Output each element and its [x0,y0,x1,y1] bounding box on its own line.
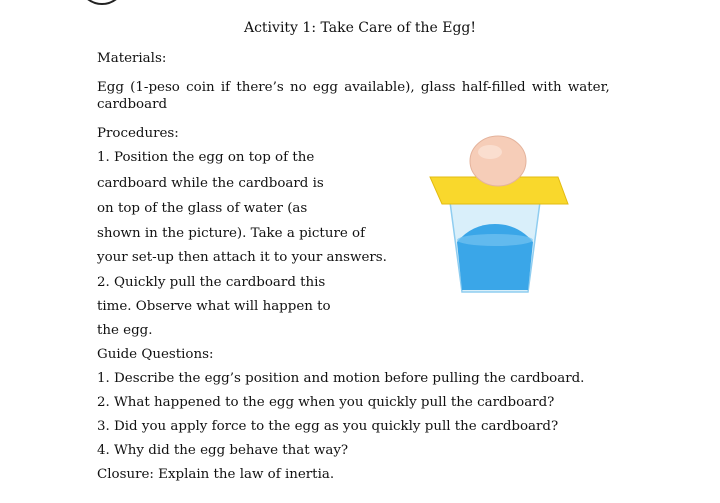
decorative-arc [70,0,134,8]
guide-question: 4. Why did the egg behave that way? [97,443,349,458]
guide-question: 2. What happened to the egg when you quickly pull the cardboard? [97,395,555,410]
egg-glass-illustration [420,132,570,296]
procedure-line: cardboard while the cardboard is [97,176,324,191]
procedures-heading: Procedures: [97,126,179,141]
materials-line-2: cardboard [97,97,168,112]
materials-heading: Materials: [97,51,167,66]
procedure-line: shown in the picture). Take a picture of [97,226,366,241]
guide-question: 3. Did you apply force to the egg as you quickly pull the cardboard? [97,419,559,434]
procedure-line: 1. Position the egg on top of the [97,150,315,165]
water-shape [457,224,533,290]
procedure-line: your set-up then attach it to your answers. [97,250,387,265]
closure-text: Closure: Explain the law of inertia. [97,467,335,482]
materials-line-1: Egg (1-peso coin if there’s no egg available), glass half-filled with water, [97,80,610,95]
procedure-line: 2. Quickly pull the cardboard this [97,275,326,290]
procedure-line: time. Observe what will happen to [97,299,331,314]
procedure-line: on top of the glass of water (as [97,201,308,216]
guide-questions-heading: Guide Questions: [97,347,214,362]
activity-title: Activity 1: Take Care of the Egg! [243,20,476,36]
egg-shape [470,136,526,186]
water-surface [457,234,533,246]
egg-highlight [478,145,502,159]
guide-question: 1. Describe the egg’s position and motion before pulling the cardboard. [97,371,585,386]
procedure-line: the egg. [97,323,153,338]
